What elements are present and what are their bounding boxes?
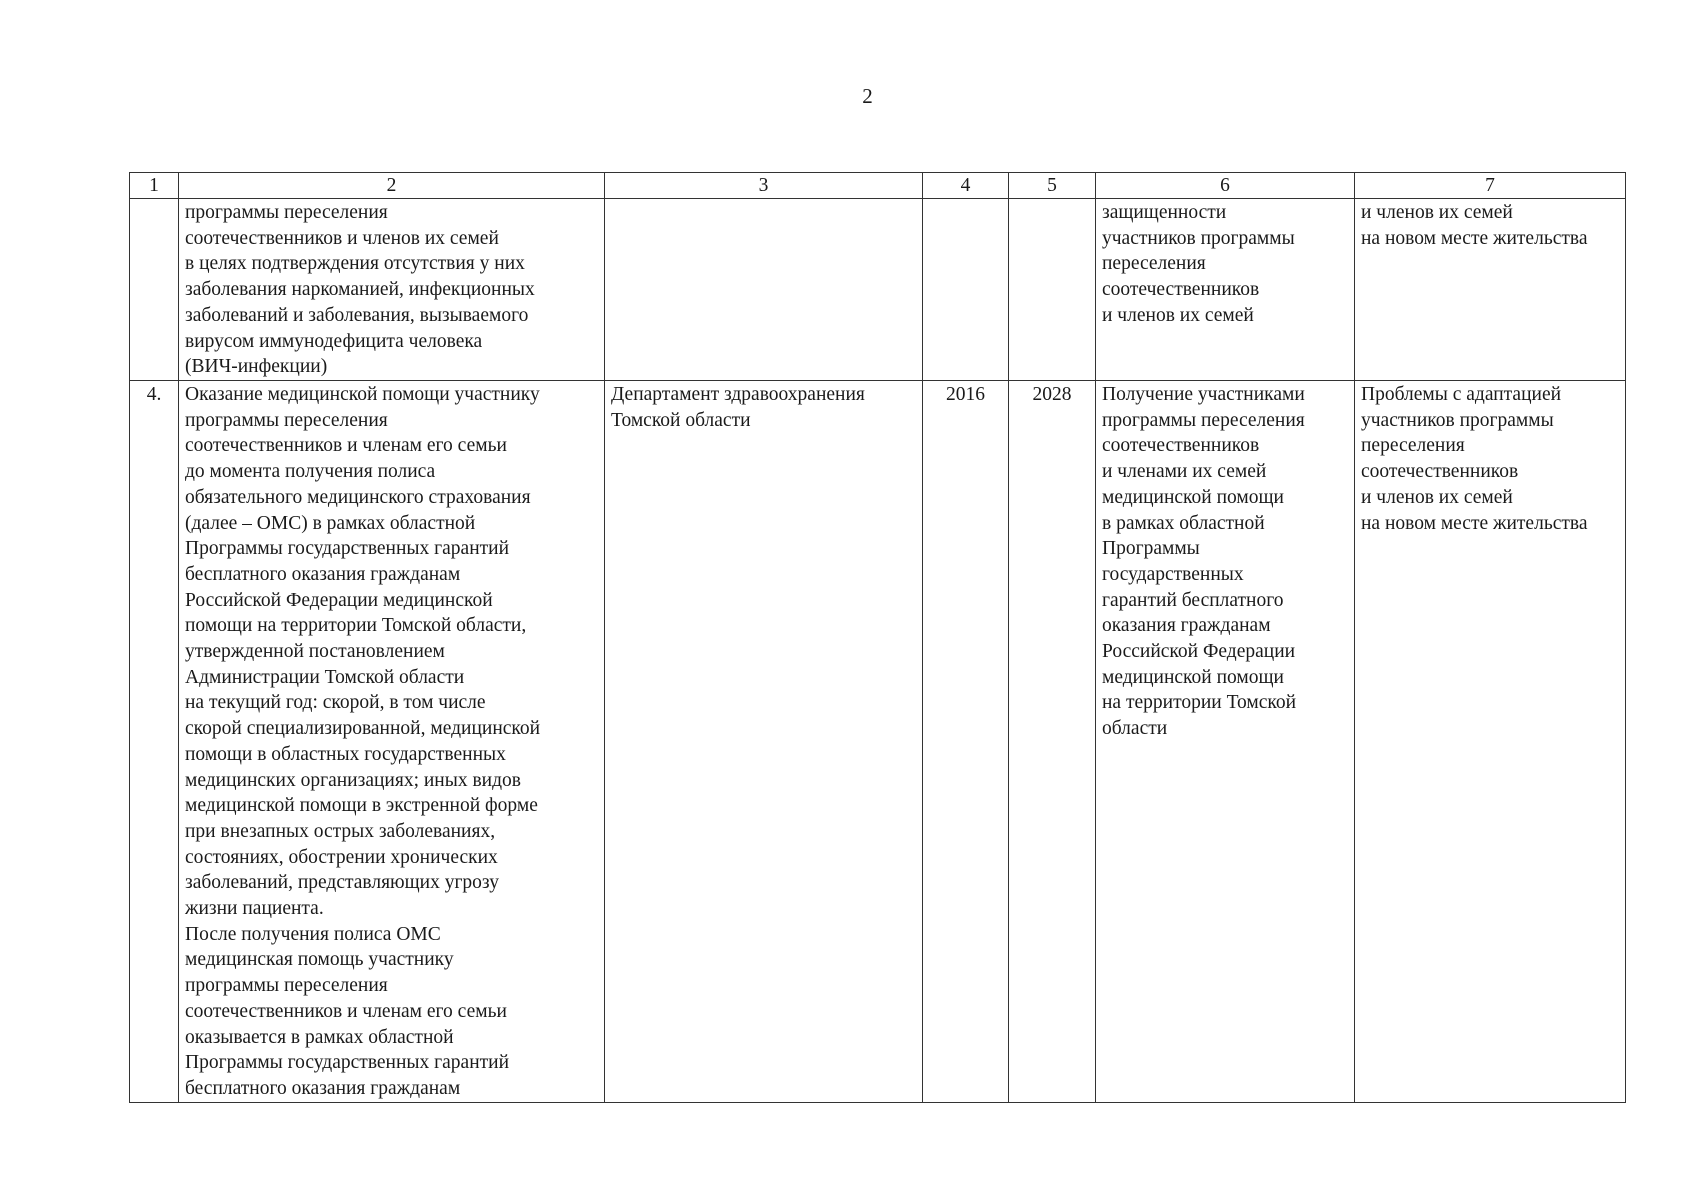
consequences-cell: и членов их семей на новом месте жительства: [1355, 199, 1626, 381]
row-number-cell: [130, 199, 179, 381]
column-header: 6: [1096, 173, 1355, 199]
column-header: 1: [130, 173, 179, 199]
executor-cell: [605, 199, 923, 381]
column-header: 4: [923, 173, 1009, 199]
page-number: 2: [862, 84, 873, 108]
column-header: 5: [1009, 173, 1096, 199]
measure-cell: программы переселения соотечественников и членов их семей в целях подтверждения отсутствия у них заболевания наркоманией, инфекционных заболеваний и заболевания, вызываемого вирусом иммунодефицита человека (ВИЧ-инфекции): [179, 199, 605, 381]
consequences-cell: Проблемы с адаптацией участников программы переселения соотечественников и членов их семей на новом месте жительства: [1355, 381, 1626, 1103]
start-year-cell: [923, 199, 1009, 381]
table-header-row: [130, 173, 1626, 199]
start-year-cell: 2016: [923, 381, 1009, 1103]
result-cell: защищенности участников программы переселения соотечественников и членов их семей: [1096, 199, 1355, 381]
measures-table: [129, 172, 1626, 1103]
executor-cell: Департамент здравоохранения Томской области: [605, 381, 923, 1103]
column-header: 2: [179, 173, 605, 199]
column-header: 3: [605, 173, 923, 199]
result-cell: Получение участниками программы переселения соотечественников и членами их семей медицинской помощи в рамках областной Программы государственных гарантий бесплатного оказания гражданам Российской Федерации медицинской помощи на территории Томской области: [1096, 381, 1355, 1103]
end-year-cell: 2028: [1009, 381, 1096, 1103]
measure-cell: Оказание медицинской помощи участнику программы переселения соотечественников и членам его семьи до момента получения полиса обязательного медицинского страхования (далее – ОМС) в рамках областной Программы государственных гарантий бесплатного оказания гражданам Российской Федерации медицинской помощи на территории Томской области, утвержденной постановлением Администрации Томской области на текущий год: скорой, в том числе скорой специализированной, медицинской помощи в областных государственных медицинских организациях; иных видов медицинской помощи в экстренной форме при внезапных острых заболеваниях, состояниях, обострении хронических заболеваний, представляющих угрозу жизни пациента. После получения полиса ОМС медицинская помощь участнику программы переселения соотечественников и членам его семьи оказывается в рамках областной Программы государственных гарантий бесплатного оказания гражданам: [179, 381, 605, 1103]
row-number-cell: 4.: [130, 381, 179, 1103]
table-row: [130, 381, 1626, 1103]
column-header: 7: [1355, 173, 1626, 199]
table-row: [130, 199, 1626, 381]
end-year-cell: [1009, 199, 1096, 381]
